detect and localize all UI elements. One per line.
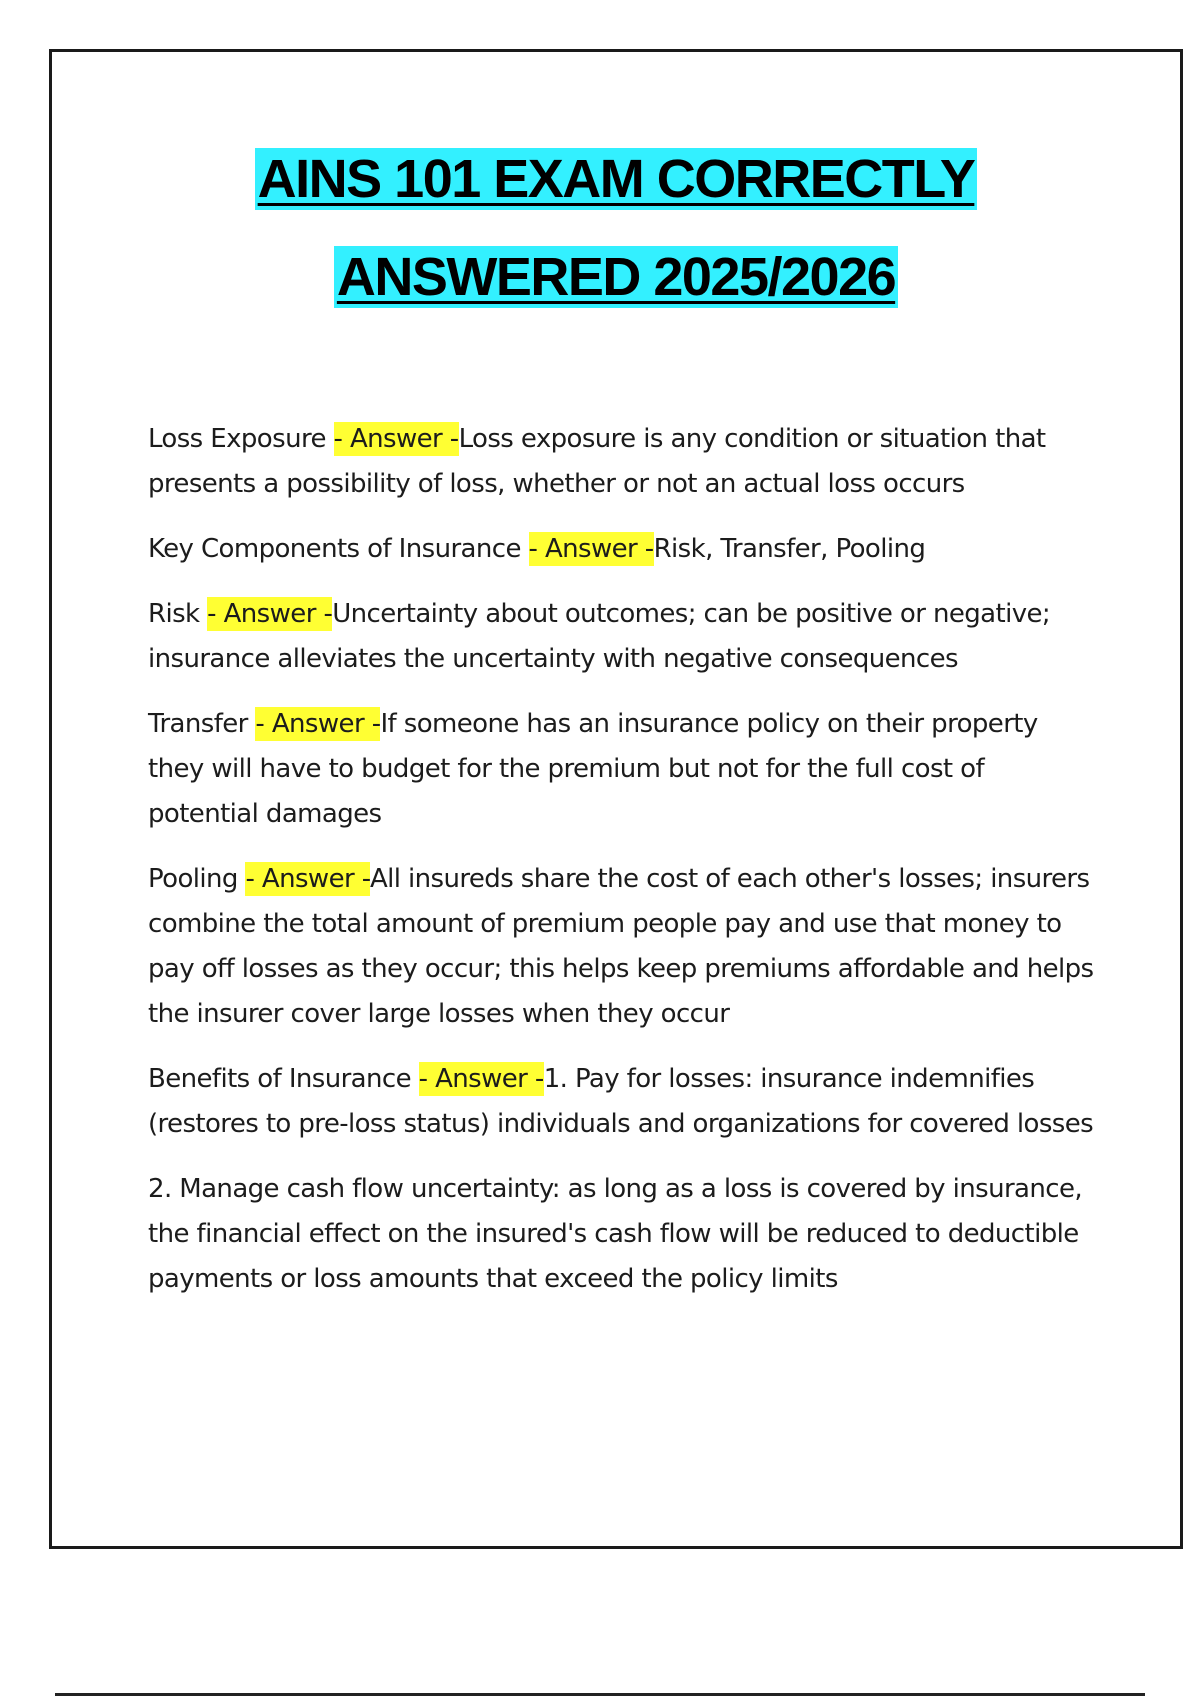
qa-entry-benefits: [148, 1057, 1100, 1147]
answer-marker: - Answer -: [528, 534, 654, 564]
entry-term: Key Components of Insurance: [148, 534, 529, 564]
entry-answer: Uncertainty about outcomes; can be positive or negative; insurance alleviates the uncertainty with negative consequences: [148, 599, 1051, 674]
document-page: [49, 49, 1183, 1549]
title-line-2: ANSWERED 2025/2026: [334, 246, 898, 308]
title-line-1: AINS 101 EXAM CORRECTLY: [255, 148, 978, 210]
entry-answer: Risk, Transfer, Pooling: [653, 534, 926, 564]
answer-marker: - Answer -: [418, 1064, 544, 1094]
qa-entry-loss-exposure: [148, 417, 1100, 507]
entry-answer: If someone has an insurance policy on their property they will have to budget for the premium but not for the full cost of potential damages: [148, 709, 1038, 829]
qa-entry-key-components: [148, 527, 1100, 572]
entry-term: Risk: [148, 599, 208, 629]
entry-answer: Loss exposure is any condition or situation that presents a possibility of loss, whether or not an actual loss occurs: [148, 424, 1046, 499]
answer-marker: - Answer -: [255, 709, 381, 739]
document-title: [52, 148, 1180, 308]
qa-entry-pooling: [148, 857, 1100, 1037]
answer-marker: - Answer -: [207, 599, 333, 629]
entry-term: Pooling: [148, 864, 246, 894]
entry-term: Loss Exposure: [148, 424, 334, 454]
qa-entry-transfer: [148, 702, 1100, 837]
entry-term: Benefits of Insurance: [148, 1064, 419, 1094]
qa-entry-risk: [148, 592, 1100, 682]
answer-marker: - Answer -: [245, 864, 370, 894]
answer-marker: - Answer -: [333, 424, 459, 454]
entry-term: Transfer: [148, 709, 256, 739]
entry-answer: 1. Pay for losses: insurance indemnifies (restores to pre-loss status) individuals and organizations for covered losses: [148, 1064, 1094, 1139]
qa-entry-benefits-continued: 2. Manage cash flow uncertainty: as long as a loss is covered by insurance, the financial effect on the insured's cash flow will be reduced to deductible payments or loss amounts that exceed the policy limits: [148, 1174, 1083, 1294]
qa-list: [148, 417, 1100, 1322]
entry-answer: All insureds share the cost of each other's losses; insurers combine the total amount of premium people pay and use that money to pay off losses as they occur; this helps keep premiums affordable and helps the insurer cover large losses when they occur: [148, 864, 1094, 1029]
bottom-divider: [55, 1693, 1145, 1696]
